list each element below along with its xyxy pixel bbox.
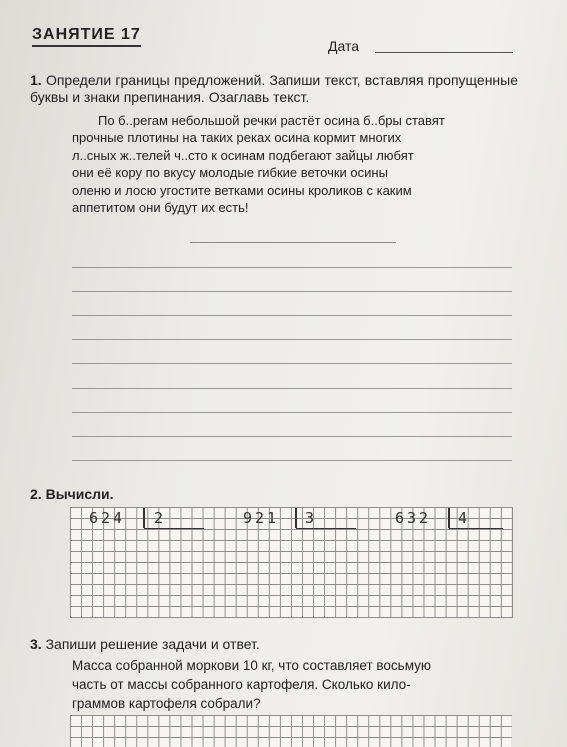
problem-line: граммов картофеля собрали? bbox=[72, 696, 261, 711]
text-line: они её кору по вкусу молодые гибкие веточки осины bbox=[72, 165, 388, 181]
lesson-title: ЗАНЯТИЕ 17 bbox=[32, 26, 141, 47]
task-1-number: 1. bbox=[30, 72, 42, 88]
division-underline bbox=[144, 528, 204, 529]
problem-line: Масса собранной моркови 10 кг, что составляет восьмую bbox=[72, 658, 431, 673]
writing-line[interactable] bbox=[72, 363, 512, 364]
task-3-number: 3. bbox=[30, 636, 42, 652]
task-2-instruction-text: Вычисли. bbox=[45, 486, 114, 502]
text-line: аппетитом они будут их есть! bbox=[72, 200, 249, 216]
writing-line[interactable] bbox=[72, 267, 512, 268]
division-dividend: 624 bbox=[89, 509, 126, 527]
task-1-instruction-text: Определи границы предложений. Запиши текст, вставляя пропущенные буквы и знаки препинания. Озаглавь текст. bbox=[30, 72, 519, 105]
task-3-instruction bbox=[30, 636, 518, 653]
writing-line[interactable] bbox=[72, 412, 512, 413]
date-label: Дата bbox=[328, 38, 360, 54]
title-entry-line[interactable] bbox=[190, 242, 396, 243]
calculation-grid[interactable] bbox=[70, 507, 513, 618]
task-2-number: 2. bbox=[30, 486, 42, 502]
solution-grid[interactable] bbox=[70, 715, 512, 747]
division-underline bbox=[296, 528, 356, 529]
task-1-instruction bbox=[30, 72, 518, 106]
text-line: прочные плотины на таких реках осина кормит многих bbox=[72, 130, 402, 146]
division-divisor: 4 bbox=[458, 509, 471, 527]
division-dividend: 632 bbox=[395, 509, 432, 527]
division-bar bbox=[295, 508, 297, 528]
writing-line[interactable] bbox=[72, 291, 512, 292]
date-entry-line[interactable] bbox=[375, 52, 513, 53]
division-bar bbox=[448, 508, 450, 528]
writing-line[interactable] bbox=[72, 436, 512, 437]
text-line: л..сных ж..телей ч..сто к осинам подбегают зайцы любят bbox=[72, 147, 414, 163]
writing-line[interactable] bbox=[72, 388, 512, 389]
text-line: оленю и лосю угостите ветками осины кроликов с каким bbox=[72, 182, 412, 198]
task-2-instruction bbox=[30, 486, 518, 503]
division-dividend: 921 bbox=[243, 509, 280, 527]
task-1-text bbox=[72, 112, 520, 216]
text-line: По б..регам небольшой речки растёт осина б..бры ставят bbox=[98, 113, 445, 128]
division-divisor: 2 bbox=[154, 509, 167, 527]
division-divisor: 3 bbox=[305, 509, 318, 527]
writing-line[interactable] bbox=[72, 460, 512, 461]
writing-line[interactable] bbox=[72, 315, 512, 316]
division-underline bbox=[449, 528, 503, 529]
task-3-instruction-text: Запиши решение задачи и ответ. bbox=[45, 636, 260, 652]
task-3-problem bbox=[72, 656, 520, 713]
problem-line: часть от массы собранного картофеля. Сколько кило- bbox=[72, 677, 411, 692]
division-bar bbox=[143, 508, 145, 528]
writing-line[interactable] bbox=[72, 339, 512, 340]
